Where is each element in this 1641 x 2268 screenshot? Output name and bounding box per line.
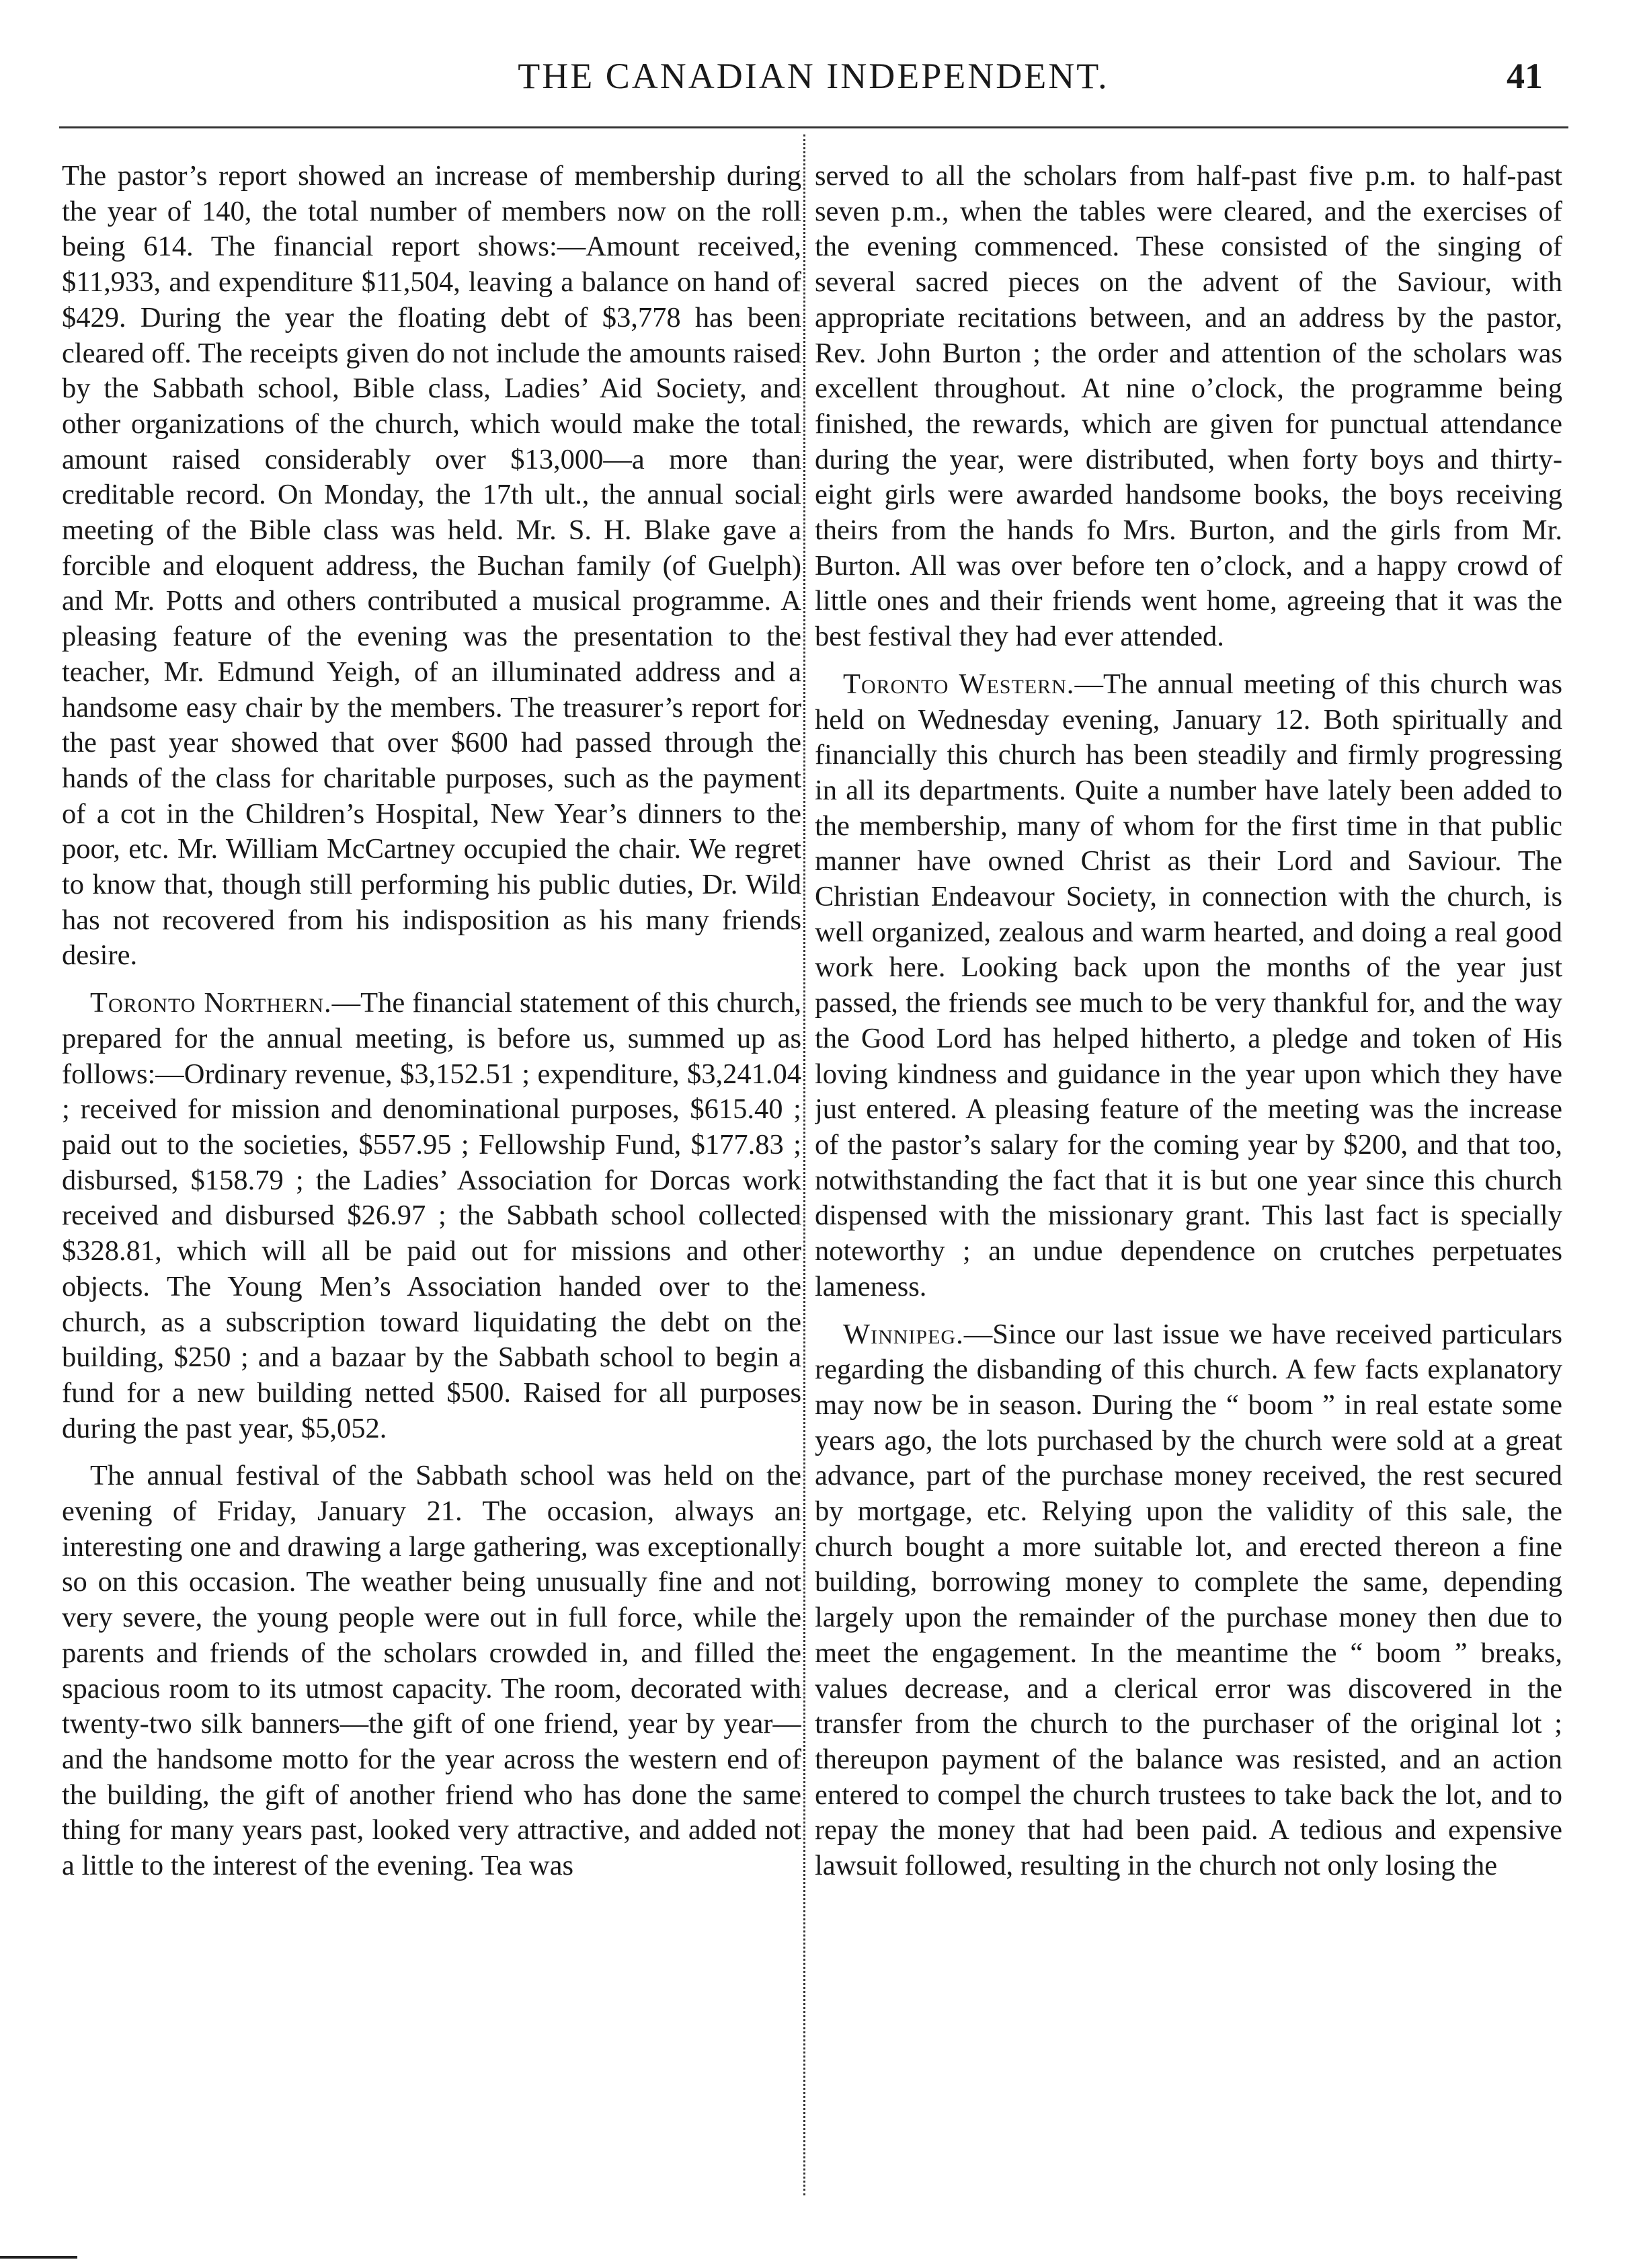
page-number: 41 (1507, 56, 1543, 96)
footer-rule (0, 2256, 77, 2259)
paragraph-sabbath-festival: The annual festival of the Sabbath school was held on the evening of Friday, January 21. The occasion, always an interesting one and drawing a large gathering, was exceptionally so on this occasion. The weather being unusually fine and not very severe, the young people were out in full force, while the parents and friends of the scholars crowded in, and filled the spacious room to its utmost capacity. The room, decorated with twenty-two silk banners—the gift of one friend, year by year—and the handsome motto for the year across the western end of the building, the gift of another friend who has done the same thing for many years past, looked very attractive, and added not a little to the interest of the evening. Tea was (62, 1460, 801, 1882)
section-heading-toronto-northern: Toronto Northern. (90, 987, 332, 1019)
left-column (62, 159, 801, 2203)
right-column (815, 159, 1562, 2203)
column-divider (803, 134, 805, 2195)
paragraph-toronto-western-body: —The annual meeting of this church was held on Wednesday evening, January 12. Both spiritually and financially this church has been steadily and firmly progressing in all its departments. Quite a number have lately been added to the membership, many of whom for the first time in that public manner have owned Christ as their Lord and Saviour. The Christian Endeavour Society, in connection with the church, is well organized, zealous and warm hearted, and doing a real good work here. Looking back upon the months of the year just passed, the friends see much to be very thankful for, and the way the Good Lord has helped hitherto, a pledge and token of His loving kindness and guidance in the year upon which they have just entered. A pleasing feature of the meeting was the increase of the pastor’s salary for the coming year by $200, and that too, notwithstanding the fact that it is but one year since this church dispensed with the missionary grant. This last fact is specially noteworthy ; an undue dependence on crutches perpetuates lameness. (815, 668, 1562, 1302)
section-heading-winnipeg: Winnipeg. (843, 1318, 964, 1350)
paragraph-winnipeg-body: —Since our last issue we have received particulars regarding the disbanding of this church. A few facts explanatory may now be in season. During the “ boom ” in real estate some years ago, the lots purchased by the church were sold at a great advance, part of the purchase money received, the rest secured by mortgage, etc. Relying upon the validity of this sale, the church bought a more suitable lot, and erected thereon a fine building, borrowing money to complete the same, depending largely upon the remainder of the purchase money then due to meet the engagement. In the meantime the “ boom ” breaks, values decrease, and a clerical error was discovered in the transfer from the church to the purchaser of the original lot ; thereupon payment of the balance was resisted, and an action entered to compel the church trustees to take back the lot, and to repay the money that had been paid. A tedious and expensive lawsuit followed, resulting in the church not only losing the (815, 1318, 1562, 1882)
paragraph-toronto-northern (62, 986, 801, 1446)
section-heading-toronto-western: Toronto Western. (843, 668, 1075, 700)
paragraph-winnipeg (815, 1317, 1562, 1884)
paragraph-pastor-report: The pastor’s report showed an increase of membership during the year of 140, the total number of members now on the roll being 614. The financial report shows:—Amount received, $11,933, and expenditure $11,504, leaving a balance on hand of $429. During the year the floating debt of $3,778 has been cleared off. The receipts given do not include the amounts raised by the Sabbath school, Bible class, Ladies’ Aid Society, and other organizations of the church, which would make the total amount raised considerably over $13,000—a more than creditable record. On Monday, the 17th ult., the annual social meeting of the Bible class was held. Mr. S. H. Blake gave a forcible and eloquent address, the Buchan family (of Guelph) and Mr. Potts and others contributed a musical programme. A pleasing feature of the evening was the presentation to the teacher, Mr. Edmund Yeigh, of an illuminated address and a handsome easy chair by the members. The treasurer’s report for the past year showed that over $600 had passed through the hands of the class for charitable purposes, such as the payment of a cot in the Children’s Hospital, New Year’s dinners to the poor, etc. Mr. William McCartney occupied the chair. We regret to know that, though still performing his public duties, Dr. Wild has not recovered from his indisposition as his many friends desire. (62, 160, 801, 972)
page-header-title: THE CANADIAN INDEPENDENT. (518, 56, 1109, 96)
paragraph-toronto-western (815, 667, 1562, 1305)
paragraph-toronto-northern-body: —The financial statement of this church, prepared for the annual meeting, is before us, summed up as follows:—Ordinary revenue, $3,152.51 ; expenditure, $3,241.04 ; received for mission and denominational purposes, $615.40 ; paid out to the societies, $557.95 ; Fellowship Fund, $177.83 ; disbursed, $158.79 ; the Ladies’ Association for Dorcas work received and disbursed $26.97 ; the Sabbath school collected $328.81, which will all be paid out for missions and other objects. The Young Men’s Association handed over to the church, as a subscription toward liquidating the debt on the building, $250 ; and a bazaar by the Sabbath school to begin a fund for a new building netted $500. Raised for all purposes during the past year, $5,052. (62, 987, 801, 1444)
header-rule (59, 126, 1568, 128)
paragraph-festival-continued: served to all the scholars from half-past five p.m. to half-past seven p.m., when the tables were cleared, and the exercises of the evening commenced. These consisted of the singing of several sacred pieces on the advent of the Saviour, with appropriate recitations between, and an address by the pastor, Rev. John Burton ; the order and attention of the scholars was excellent throughout. At nine o’clock, the programme being finished, the rewards, which are given for punctual attendance during the year, were distributed, when forty boys and thirty-eight girls were awarded handsome books, the boys receiving theirs from the hands fo Mrs. Burton, and the girls from Mr. Burton. All was over before ten o’clock, and a happy crowd of little ones and their friends went home, agreeing that it was the best festival they had ever attended. (815, 160, 1562, 653)
